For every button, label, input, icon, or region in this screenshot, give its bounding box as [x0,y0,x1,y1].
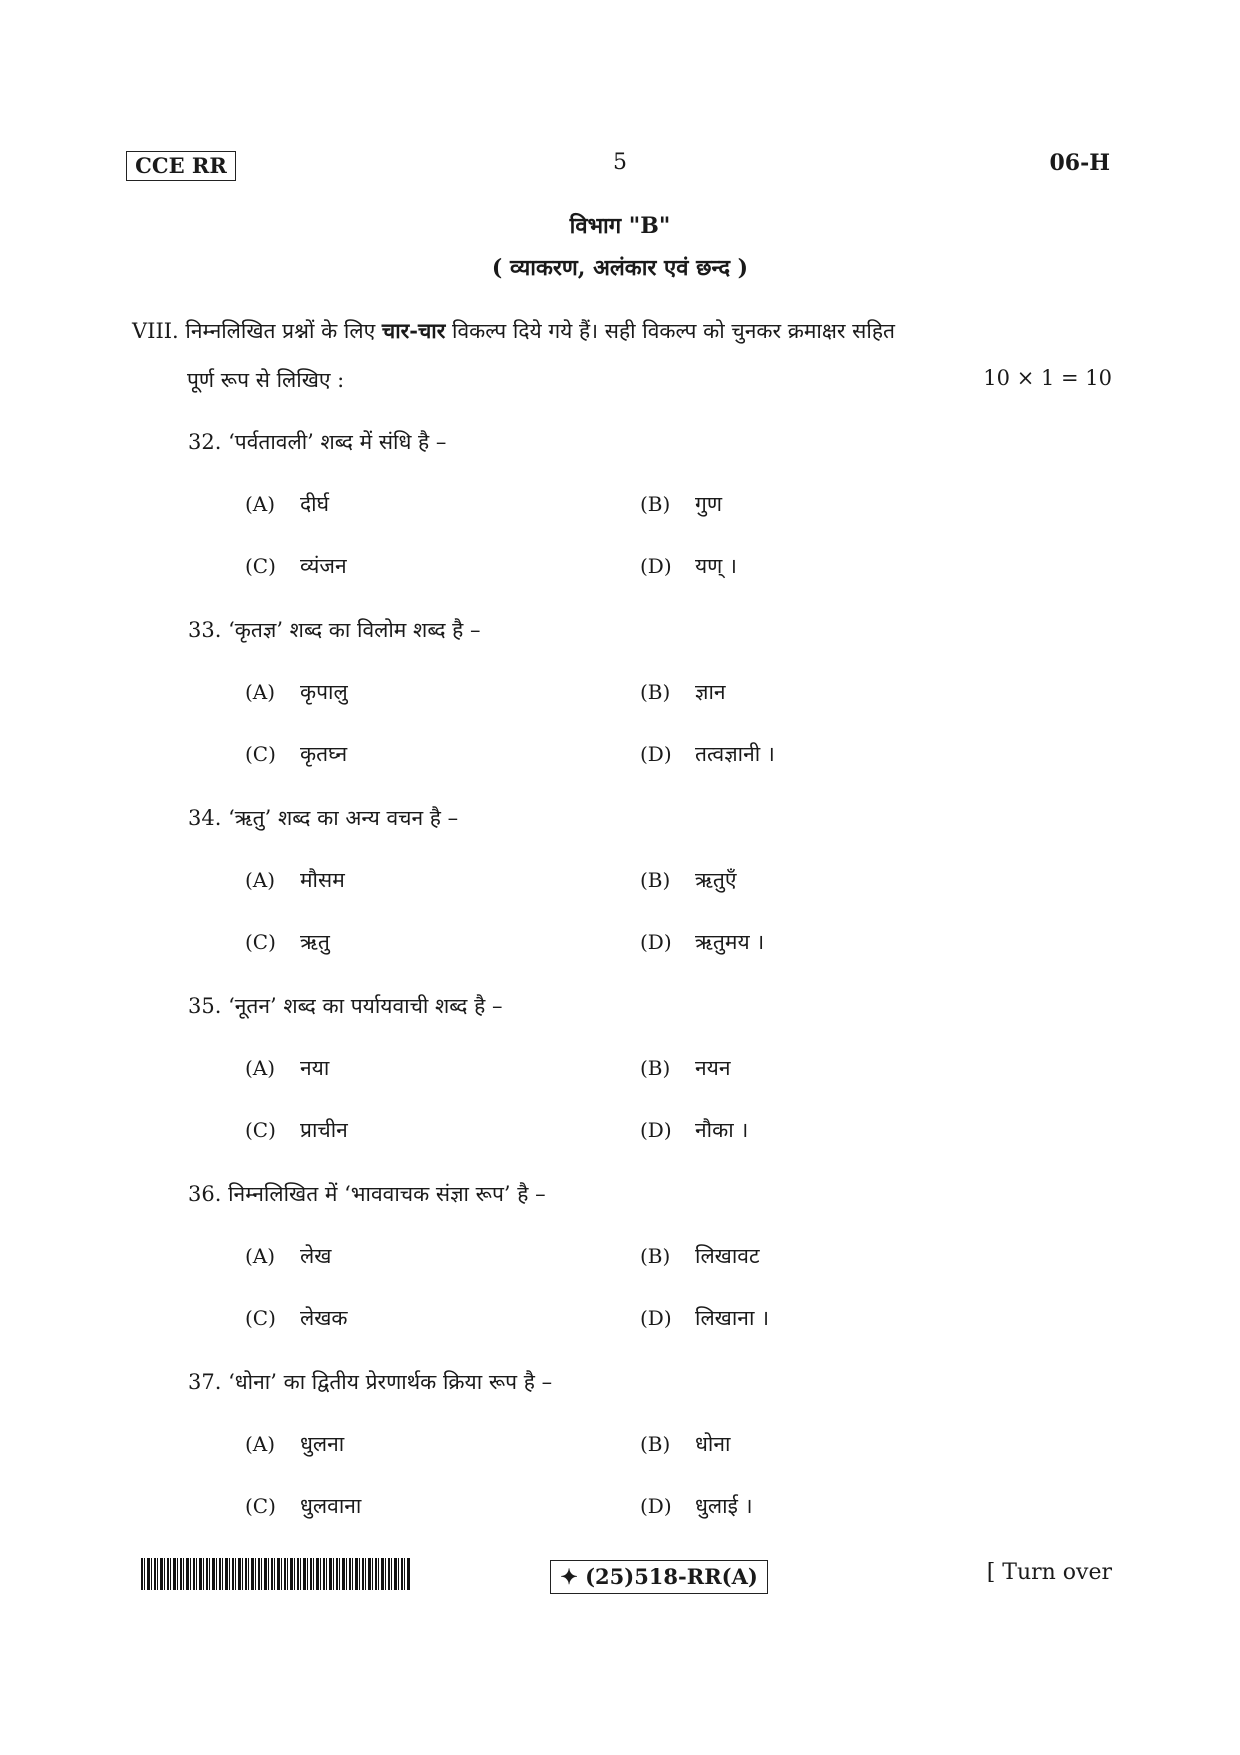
option-c [245,1492,361,1520]
option-label: (B) [640,680,671,704]
option-label: (A) [245,1056,276,1080]
option-label: (D) [640,1306,672,1330]
option-label: (A) [245,1244,276,1268]
option-text: मौसम [300,868,345,892]
option-label: (A) [245,868,276,892]
option-text: नया [300,1056,330,1080]
option-label: (A) [245,680,276,704]
option-c [245,1304,348,1332]
question-number: 33. [188,618,222,642]
option-a [245,1242,331,1270]
instruction-line-2: पूर्ण रूप से लिखिए : [187,368,345,392]
option-text: लेख [300,1244,332,1268]
instruction-marks: 10 × 1 = 10 [983,366,1112,390]
question-35 [188,992,502,1020]
option-text: धुलाई । [695,1494,753,1518]
barcode-image [141,1558,411,1590]
option-text: नयन [695,1056,731,1080]
question-33 [188,616,480,644]
question-34 [188,804,458,832]
question-text: ‘नूतन’ शब्द का पर्यायवाची शब्द है – [228,994,503,1018]
option-label: (B) [640,492,671,516]
option-text: कृतघ्न [300,742,348,766]
option-text: लिखाना । [695,1306,770,1330]
option-text: धुलवाना [300,1494,362,1518]
question-text: ‘ऋतु’ शब्द का अन्य वचन है – [228,806,459,830]
instruction-line-1 [132,316,1112,346]
option-label: (B) [640,1244,671,1268]
option-d [640,1304,769,1332]
option-a [245,1054,329,1082]
question-number: 35. [188,994,222,1018]
question-number: 37. [188,1370,222,1394]
option-d [640,740,775,768]
option-a [245,490,329,518]
option-b [640,1430,730,1458]
option-text: तत्वज्ञानी । [695,742,775,766]
question-text: निम्नलिखित में ‘भाववाचक संज्ञा रूप’ है – [228,1182,546,1206]
option-text: ऋतु [300,930,330,954]
option-label: (A) [245,1432,276,1456]
option-label: (C) [245,1118,276,1142]
instruction-text-before: निम्नलिखित प्रश्नों के लिए [185,319,376,343]
option-label: (D) [640,1494,672,1518]
section-subtitle: ( व्याकरण, अलंकार एवं छन्द ) [491,255,749,281]
option-label: (C) [245,1494,276,1518]
option-text: गुण [695,492,723,516]
option-label: (C) [245,930,276,954]
question-text: ‘पर्वतावली’ शब्द में संधि है – [228,430,447,454]
paper-code: 06-H [1049,150,1110,176]
option-text: धुलना [300,1432,345,1456]
option-text: धोना [695,1432,731,1456]
option-a [245,678,348,706]
option-label: (D) [640,554,672,578]
question-36 [188,1180,546,1208]
option-c [245,552,347,580]
option-label: (D) [640,930,672,954]
option-text: ऋतुएँ [695,868,737,892]
question-number: 34. [188,806,222,830]
question-37 [188,1368,552,1396]
option-text: व्यंजन [300,554,347,578]
question-number: 36. [188,1182,222,1206]
header-code-box: CCE RR [126,151,236,181]
footer-code-box: ✦ (25)518-RR(A) [550,1560,768,1594]
question-32 [188,428,446,456]
option-text: लिखावट [695,1244,760,1268]
question-text: ‘कृतज्ञ’ शब्द का विलोम शब्द है – [228,618,481,642]
question-number: 32. [188,430,222,454]
section-title: विभाग "B" [569,213,671,239]
option-text: प्राचीन [300,1118,348,1142]
option-text: लेखक [300,1306,348,1330]
option-d [640,552,737,580]
option-label: (A) [245,492,276,516]
option-a [245,866,345,894]
option-text: ज्ञान [695,680,726,704]
option-label: (B) [640,1432,671,1456]
option-a [245,1430,344,1458]
option-text: यण् । [695,554,737,578]
option-b [640,1054,731,1082]
option-d [640,1492,753,1520]
option-label: (C) [245,554,276,578]
option-b [640,1242,760,1270]
option-label: (C) [245,1306,276,1330]
option-text: दीर्घ [300,492,330,516]
option-text: कृपालु [300,680,348,704]
option-c [245,740,347,768]
option-b [640,678,726,706]
option-label: (D) [640,1118,672,1142]
option-label: (C) [245,742,276,766]
option-d [640,1116,748,1144]
option-label: (D) [640,742,672,766]
option-label: (B) [640,1056,671,1080]
turn-over-text: [ Turn over [986,1560,1112,1585]
instruction-bold: चार-चार [381,318,446,343]
option-c [245,928,330,956]
option-text: नौका । [695,1118,749,1142]
option-b [640,866,737,894]
option-label: (B) [640,868,671,892]
option-d [640,928,764,956]
instruction-number: VIII. [132,319,179,343]
option-b [640,490,722,518]
instruction-text-after: विकल्प दिये गये हैं। सही विकल्प को चुनकर क्रमाक्षर सहित [452,319,895,343]
question-text: ‘धोना’ का द्वितीय प्रेरणार्थक क्रिया रूप है – [228,1370,553,1394]
option-c [245,1116,348,1144]
page-number: 5 [613,150,627,175]
option-text: ऋतुमय । [695,930,765,954]
